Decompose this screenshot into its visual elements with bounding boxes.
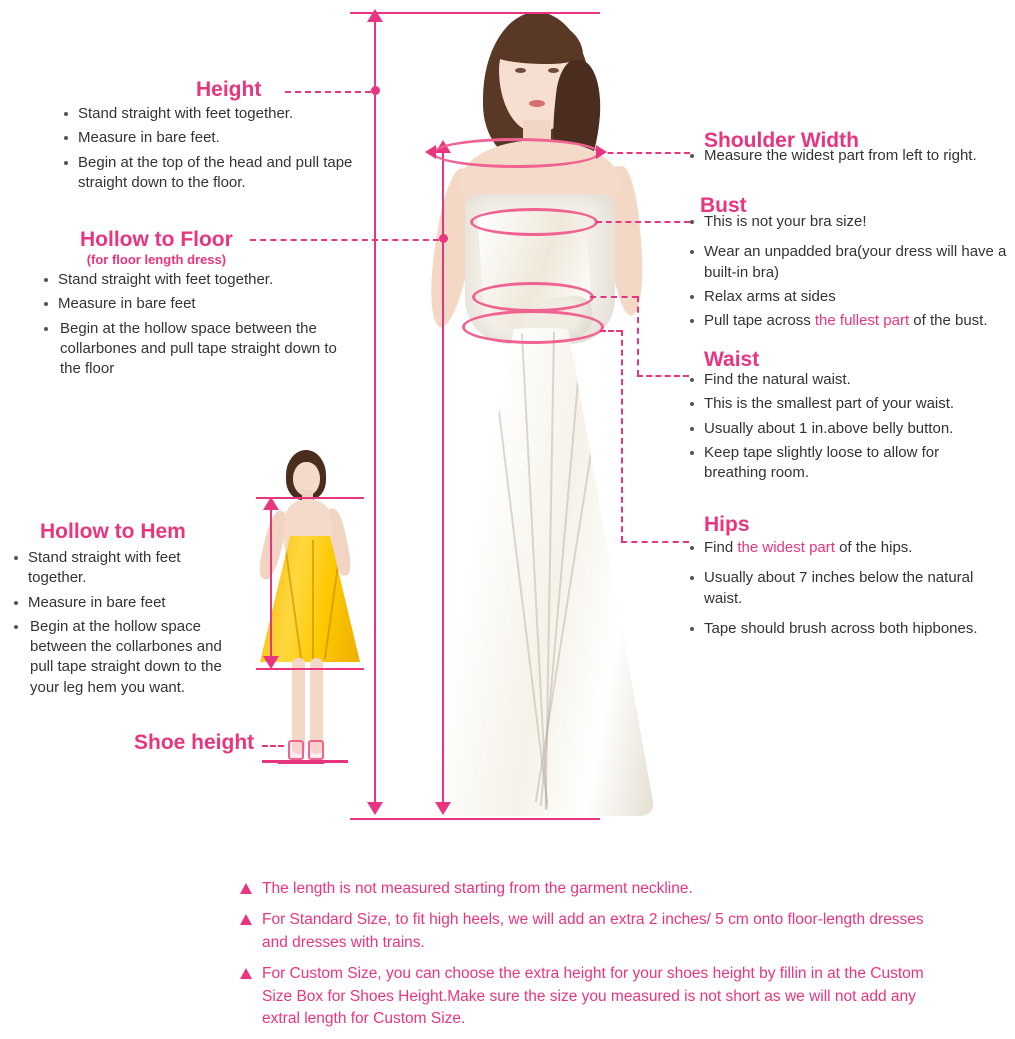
height-heading: Height bbox=[196, 78, 262, 101]
shoulder-band bbox=[432, 138, 600, 168]
list-item: Stand straight with feet together. bbox=[62, 104, 362, 124]
note-text: For Custom Size, you can choose the extra height for your shoes height by fillin in at the Custom Size Box for Shoes Height.Make sure the size you measured is not short as we will not add any extral length for Custom Size. bbox=[262, 965, 924, 1028]
bust-heading: Bust bbox=[700, 194, 747, 217]
hips-post: of the hips. bbox=[834, 539, 913, 556]
list-item-hips-widest bbox=[688, 538, 998, 558]
eye-left bbox=[515, 68, 526, 73]
hollow-to-floor-anchor-dot bbox=[439, 234, 448, 243]
hollow-to-floor-heading: Hollow to Floor (for floor length dress) bbox=[80, 228, 233, 267]
hips-heading: Hips bbox=[704, 513, 750, 536]
mini-dress-fold bbox=[312, 540, 314, 660]
skirt-fold bbox=[535, 346, 609, 803]
hips-leader-line-v bbox=[621, 330, 623, 542]
list-item: Stand straight with feet together. bbox=[42, 270, 342, 290]
footer-notes bbox=[240, 878, 940, 1039]
bust-bullets bbox=[688, 212, 1008, 335]
hollow-to-hem-heading: Hollow to Hem bbox=[40, 520, 186, 543]
dress-skirt bbox=[429, 328, 653, 816]
list-item: Measure in bare feet bbox=[12, 593, 242, 613]
shoulder-arrow-left bbox=[425, 145, 436, 159]
height-arrow-bottom bbox=[367, 802, 383, 815]
shoulder-width-heading: Shoulder Width bbox=[704, 129, 859, 152]
waist-leader-line-h2 bbox=[637, 375, 689, 377]
waist-leader-line-h bbox=[590, 296, 638, 298]
height-axis-line bbox=[374, 22, 376, 812]
list-item: Usually about 7 inches below the natural waist. bbox=[688, 568, 998, 609]
note-text: The length is not measured starting from the garment neckline. bbox=[262, 880, 693, 897]
list-item: This is not your bra size! bbox=[688, 212, 1008, 232]
hollow-to-floor-arrow-bottom bbox=[435, 802, 451, 815]
hips-band bbox=[462, 310, 604, 344]
list-item: Begin at the top of the head and pull tape straight down to the floor. bbox=[62, 153, 362, 194]
list-item: Usually about 1 in.above belly button. bbox=[688, 419, 998, 439]
hips-pre: Find bbox=[704, 539, 738, 556]
list-item: Keep tape slightly loose to allow for breathing room. bbox=[688, 443, 998, 484]
hollow-to-floor-subheading: (for floor length dress) bbox=[86, 252, 227, 267]
waist-band bbox=[472, 282, 594, 312]
hollow-to-floor-axis-line bbox=[442, 150, 444, 812]
height-anchor-dot bbox=[371, 86, 380, 95]
list-item: Find the natural waist. bbox=[688, 370, 998, 390]
list-item-bust-fullest bbox=[688, 311, 1008, 331]
bust-leader-line bbox=[596, 221, 690, 223]
note-item bbox=[240, 963, 940, 1030]
height-bullets bbox=[62, 104, 362, 197]
note-text: For Standard Size, to fit high heels, we will add an extra 2 inches/ 5 cm onto floor-length dresses and dresses with trains. bbox=[262, 911, 924, 951]
note-item bbox=[240, 909, 940, 954]
hips-leader-line-h bbox=[600, 330, 622, 332]
shoe-height-line bbox=[278, 762, 324, 764]
hips-bullets bbox=[688, 538, 998, 643]
short-dress-illustration bbox=[248, 440, 388, 770]
warning-triangle-icon bbox=[240, 968, 252, 979]
eye-right bbox=[548, 68, 559, 73]
list-item: Stand straight with feet together. bbox=[12, 548, 242, 589]
hollow-to-hem-bullets bbox=[12, 548, 242, 702]
head-guide-line bbox=[350, 12, 600, 14]
list-item: Begin at the hollow space between the collarbones and pull tape straight down to the your leg hem you want. bbox=[12, 617, 242, 698]
list-item: Measure the widest part from left to right. bbox=[688, 146, 1008, 166]
shoe-height-leader bbox=[262, 745, 284, 747]
hollow-to-hem-arrow-bottom bbox=[263, 656, 279, 669]
list-item: Measure in bare feet. bbox=[62, 128, 362, 148]
shoulder-width-bullets bbox=[688, 146, 1008, 170]
list-item: This is the smallest part of your waist. bbox=[688, 394, 998, 414]
list-item: Begin at the hollow space between the collarbones and pull tape straight down to the floor bbox=[42, 319, 342, 380]
bust-highlight: the fullest part bbox=[814, 312, 910, 329]
mini-dress-fold bbox=[284, 542, 302, 659]
shoulder-leader-line bbox=[598, 152, 690, 154]
waist-leader-line-v bbox=[637, 296, 639, 376]
hollow-to-floor-leader-line bbox=[250, 239, 439, 241]
hollow-to-floor-bullets bbox=[42, 270, 342, 383]
warning-triangle-icon bbox=[240, 914, 252, 925]
bust-band bbox=[470, 208, 598, 236]
list-item: Wear an unpadded bra(your dress will have a built-in bra) bbox=[688, 242, 1008, 283]
bust-post: of the bust. bbox=[909, 312, 988, 329]
note-item bbox=[240, 878, 940, 900]
waist-heading: Waist bbox=[704, 348, 760, 371]
hollow-to-hem-arrow-top bbox=[263, 497, 279, 510]
height-arrow-top bbox=[367, 9, 383, 22]
warning-triangle-icon bbox=[240, 883, 252, 894]
list-item: Tape should brush across both hipbones. bbox=[688, 619, 998, 639]
hips-leader-line-h2 bbox=[621, 541, 689, 543]
height-leader-line bbox=[285, 91, 371, 93]
lips bbox=[529, 100, 545, 107]
mini-shoe-left bbox=[288, 740, 304, 760]
mini-shoe-right bbox=[308, 740, 324, 760]
shoe-height-heading: Shoe height bbox=[134, 731, 255, 754]
bust-pre: Pull tape across bbox=[704, 312, 815, 329]
hollow-to-hem-axis-line bbox=[270, 508, 272, 658]
floor-guide-line bbox=[350, 818, 600, 820]
list-item: Measure in bare feet bbox=[42, 294, 342, 314]
skirt-fold bbox=[489, 338, 548, 805]
hips-highlight: the widest part bbox=[737, 539, 835, 556]
list-item: Relax arms at sides bbox=[688, 287, 1008, 307]
waist-bullets bbox=[688, 370, 998, 487]
